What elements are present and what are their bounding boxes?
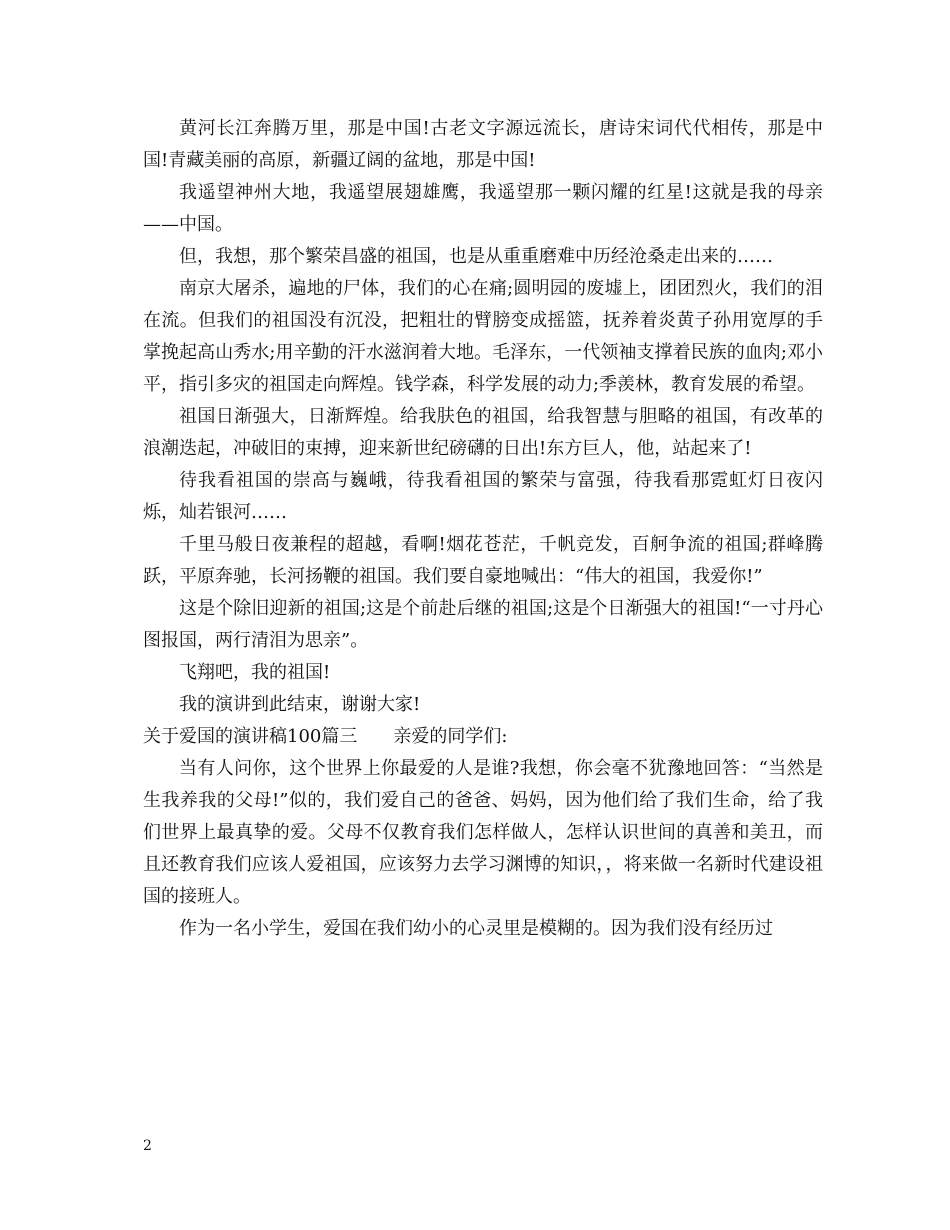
- paragraph: 当有人问你，这个世界上你最爱的人是谁?我想，你会毫不犹豫地回答：“当然是生我养我的父母!”似的，我们爱自己的爸爸、妈妈，因为他们给了我们生命，给了我们世界上最真挚的爱。父母不仅教育我们怎样做人，怎样认识世间的真善和美丑，而且还教育我们应该人爱祖国，应该努力去学习渊博的知识，，将来做一名新时代建设祖国的接班人。: [143, 758, 823, 907]
- paragraph: 飞翔吧，我的祖国!: [179, 662, 331, 683]
- paragraph: 我遥望神州大地，我遥望展翅雄鹰，我遥望那一颗闪耀的红星!这就是我的母亲——中国。: [143, 182, 823, 235]
- paragraph: 千里马般日夜兼程的超越，看啊!烟花苍茫，千帆竞发，百舸争流的祖国;群峰腾跃，平原奔驰，长河扬鞭的祖国。我们要自豪地喊出：“伟大的祖国，我爱你!”: [143, 534, 823, 587]
- paragraph: 南京大屠杀，遍地的尸体，我们的心在痛;圆明园的废墟上，团团烈火，我们的泪在流。但我们的祖国没有沉没，把粗壮的臂膀变成摇篮，抚养着炎黄子孙用宽厚的手掌挽起高山秀水;用辛勤的汗水滋润着大地。毛泽东，一代领袖支撑着民族的血肉;邓小平，指引多灾的祖国走向辉煌。钱学森，科学发展的动力;季羡林，教育发展的希望。: [143, 278, 823, 395]
- paragraph: 作为一名小学生，爱国在我们幼小的心灵里是模糊的。因为我们没有经历过: [179, 918, 773, 939]
- section-heading-line: [143, 721, 823, 753]
- page-number: 2: [143, 1138, 152, 1154]
- paragraph: 黄河长江奔腾万里，那是中国!古老文字源远流长，唐诗宋词代代相传，那是中国!青藏美丽的高原，新疆辽阔的盆地，那是中国!: [143, 118, 823, 171]
- salutation: 亲爱的同学们:: [393, 726, 508, 747]
- document-page: [143, 113, 823, 945]
- paragraph: 祖国日渐强大，日渐辉煌。给我肤色的祖国，给我智慧与胆略的祖国，有改革的浪潮迭起，冲破旧的束搏，迎来新世纪磅礴的日出!东方巨人，他，站起来了!: [143, 406, 823, 459]
- paragraph: 但，我想，那个繁荣昌盛的祖国，也是从重重磨难中历经沧桑走出来的……: [179, 246, 773, 267]
- paragraph: 这是个除旧迎新的祖国;这是个前赴后继的祖国;这是个日渐强大的祖国!“一寸丹心图报国，两行清泪为思亲”。: [143, 598, 823, 651]
- paragraph: 我的演讲到此结束，谢谢大家!: [179, 694, 421, 715]
- paragraph: 待我看祖国的崇高与巍峨，待我看祖国的繁荣与富强，待我看那霓虹灯日夜闪烁，灿若银河……: [143, 470, 823, 523]
- section-title: 关于爱国的演讲稿100篇三: [143, 726, 358, 747]
